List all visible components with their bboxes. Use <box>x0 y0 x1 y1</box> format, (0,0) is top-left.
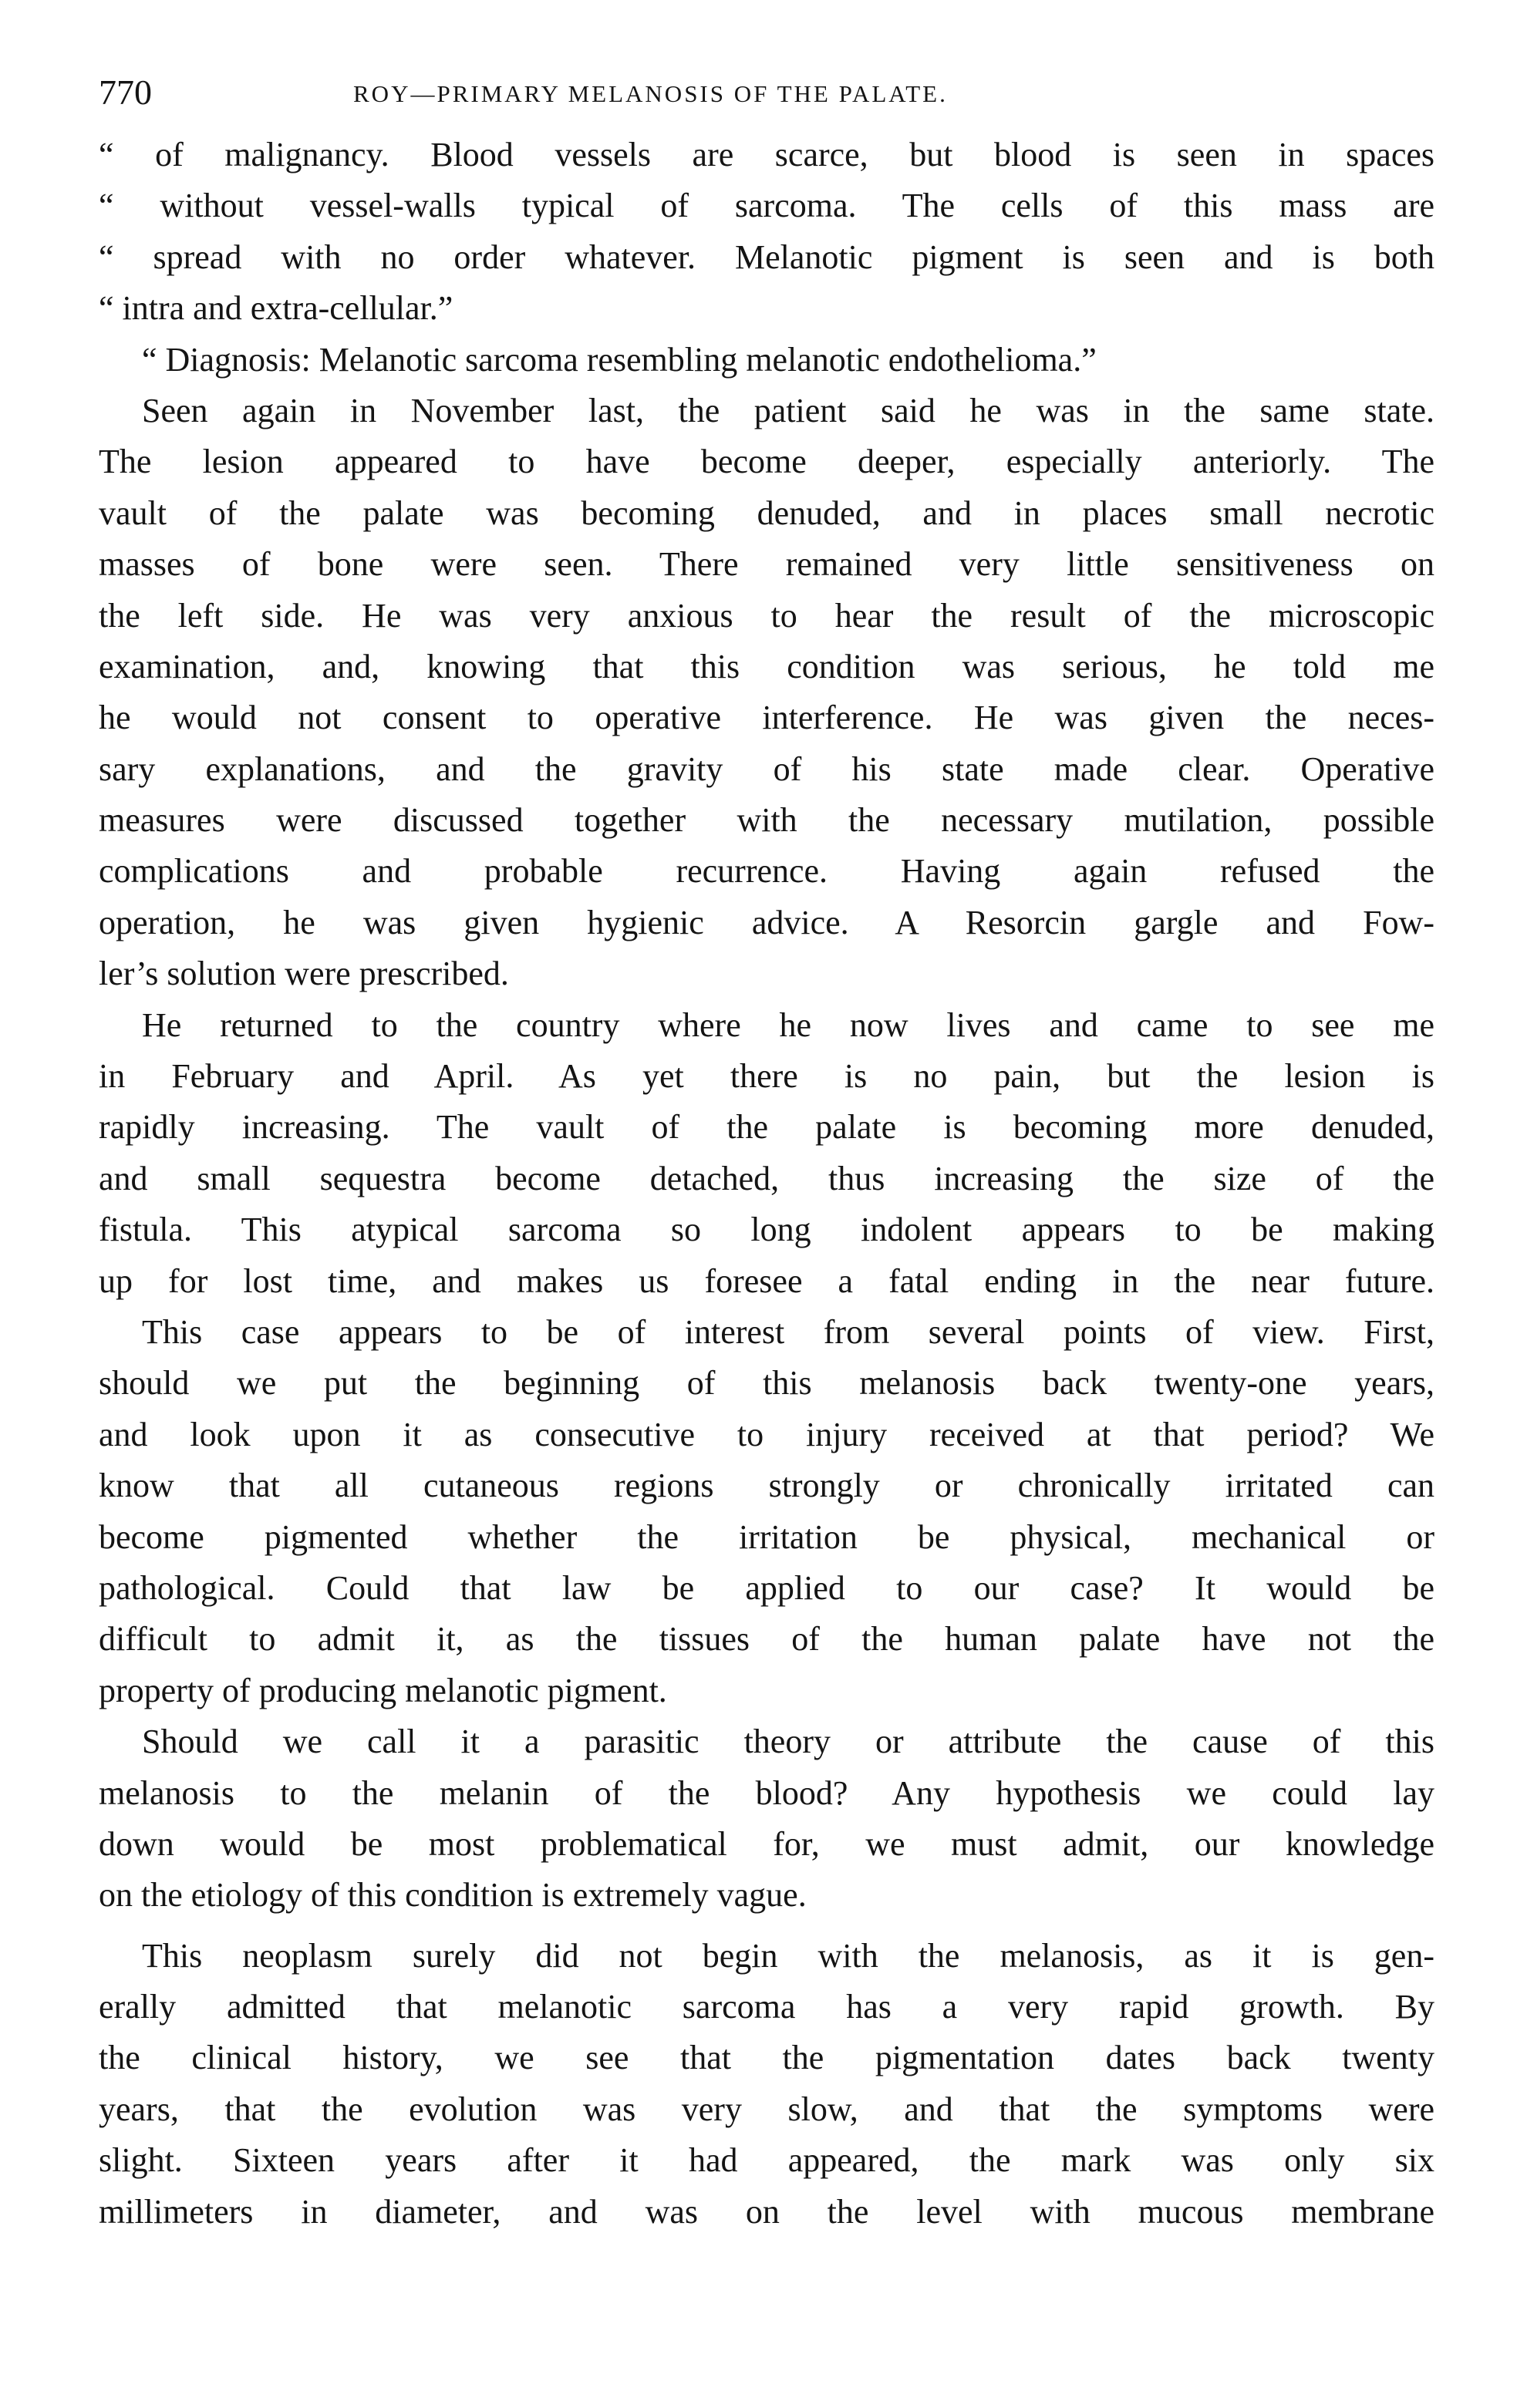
text-line: the left side. He was very anxious to hear the result of the microscopic <box>99 596 1434 635</box>
text-line: This case appears to be of interest from several points of view. First, <box>142 1312 1434 1351</box>
text-line: and look upon it as consecutive to injury received at that period? We <box>99 1415 1434 1453</box>
text-line: vault of the palate was becoming denuded, and in places small necrotic <box>99 493 1434 532</box>
text-line: erally admitted that melanotic sarcoma has a very rapid growth. By <box>99 1988 1434 2026</box>
text-line: “ without vessel-walls typical of sarcoma. The cells of this mass are <box>99 187 1434 225</box>
text-line: Should we call it a parasitic theory or attribute the cause of this <box>142 1723 1434 1761</box>
paragraph <box>99 1716 1434 1921</box>
running-title: ROY—PRIMARY MELANOSIS OF THE PALATE. <box>353 80 948 107</box>
text-line: know that all cutaneous regions strongly or chronically irritated can <box>99 1467 1434 1505</box>
text-line: and small sequestra become detached, thus increasing the size of the <box>99 1159 1434 1197</box>
text-line: on the etiology of this condition is extremely vague. <box>99 1876 807 1915</box>
text-line: millimeters in diameter, and was on the level with mucous membrane <box>99 2192 1434 2231</box>
page-number: 770 <box>99 72 152 112</box>
text-line: should we put the beginning of this melanosis back twenty-one years, <box>99 1364 1434 1403</box>
text-line: fistula. This atypical sarcoma so long indolent appears to be making <box>99 1211 1434 1249</box>
text-line: “ Diagnosis: Melanotic sarcoma resembling melanotic endothelioma.” <box>142 340 1097 379</box>
paragraph-spacer <box>99 1921 1434 1931</box>
paragraph <box>99 1000 1434 1307</box>
text-line: ler’s solution were prescribed. <box>99 955 509 993</box>
text-line: property of producing melanotic pigment. <box>99 1671 667 1709</box>
text-line: down would be most problematical for, we must admit, our knowledge <box>99 1824 1434 1863</box>
text-line: sary explanations, and the gravity of his state made clear. Operative <box>99 749 1434 788</box>
text-line: “ intra and extra-cellular.” <box>99 289 453 328</box>
text-line: become pigmented whether the irritation be physical, mechanical or <box>99 1517 1434 1556</box>
running-head <box>99 71 1441 117</box>
text-line: The lesion appeared to have become deeper, especially anteriorly. The <box>99 443 1434 481</box>
text-line: masses of bone were seen. There remained very little sensitiveness on <box>99 545 1434 584</box>
text-line: “ spread with no order whatever. Melanotic pigment is seen and is both <box>99 237 1434 276</box>
text-line: This neoplasm surely did not begin with the melanosis, as it is gen- <box>142 1936 1434 1975</box>
text-line: in February and April. As yet there is no pain, but the lesion is <box>99 1057 1434 1096</box>
text-line: slight. Sixteen years after it had appeared, the mark was only six <box>99 2141 1434 2180</box>
text-line: pathological. Could that law be applied to our case? It would be <box>99 1568 1434 1607</box>
text-line: “ of malignancy. Blood vessels are scarce, but blood is seen in spaces <box>99 136 1434 173</box>
text-line: he would not consent to operative interference. He was given the neces- <box>99 699 1434 737</box>
text-line: examination, and, knowing that this condition was serious, he told me <box>99 647 1434 685</box>
paragraph <box>99 335 1434 386</box>
text-line: melanosis to the melanin of the blood? Any hypothesis we could lay <box>99 1773 1434 1812</box>
text-line: up for lost time, and makes us foresee a fatal ending in the near future. <box>99 1261 1434 1300</box>
text-line: rapidly increasing. The vault of the palate is becoming more denuded, <box>99 1108 1434 1147</box>
body-text <box>99 130 1434 2238</box>
text-line: the clinical history, we see that the pigmentation dates back twenty <box>99 2039 1434 2077</box>
text-line: years, that the evolution was very slow, and that the symptoms were <box>99 2090 1434 2128</box>
text-line: operation, he was given hygienic advice. A Resorcin gargle and Fow- <box>99 903 1434 941</box>
text-line: complications and probable recurrence. Having again refused the <box>99 852 1434 891</box>
paragraph <box>99 386 1434 1000</box>
text-line: Seen again in November last, the patient said he was in the same state. <box>142 391 1434 429</box>
text-line: measures were discussed together with the necessary mutilation, possible <box>99 801 1434 840</box>
paragraph <box>99 130 1434 335</box>
paragraph <box>99 1307 1434 1716</box>
text-line: He returned to the country where he now lives and came to see me <box>142 1005 1434 1044</box>
text-line: difficult to admit it, as the tissues of the human palate have not the <box>99 1620 1434 1659</box>
paragraph <box>99 1931 1434 2238</box>
